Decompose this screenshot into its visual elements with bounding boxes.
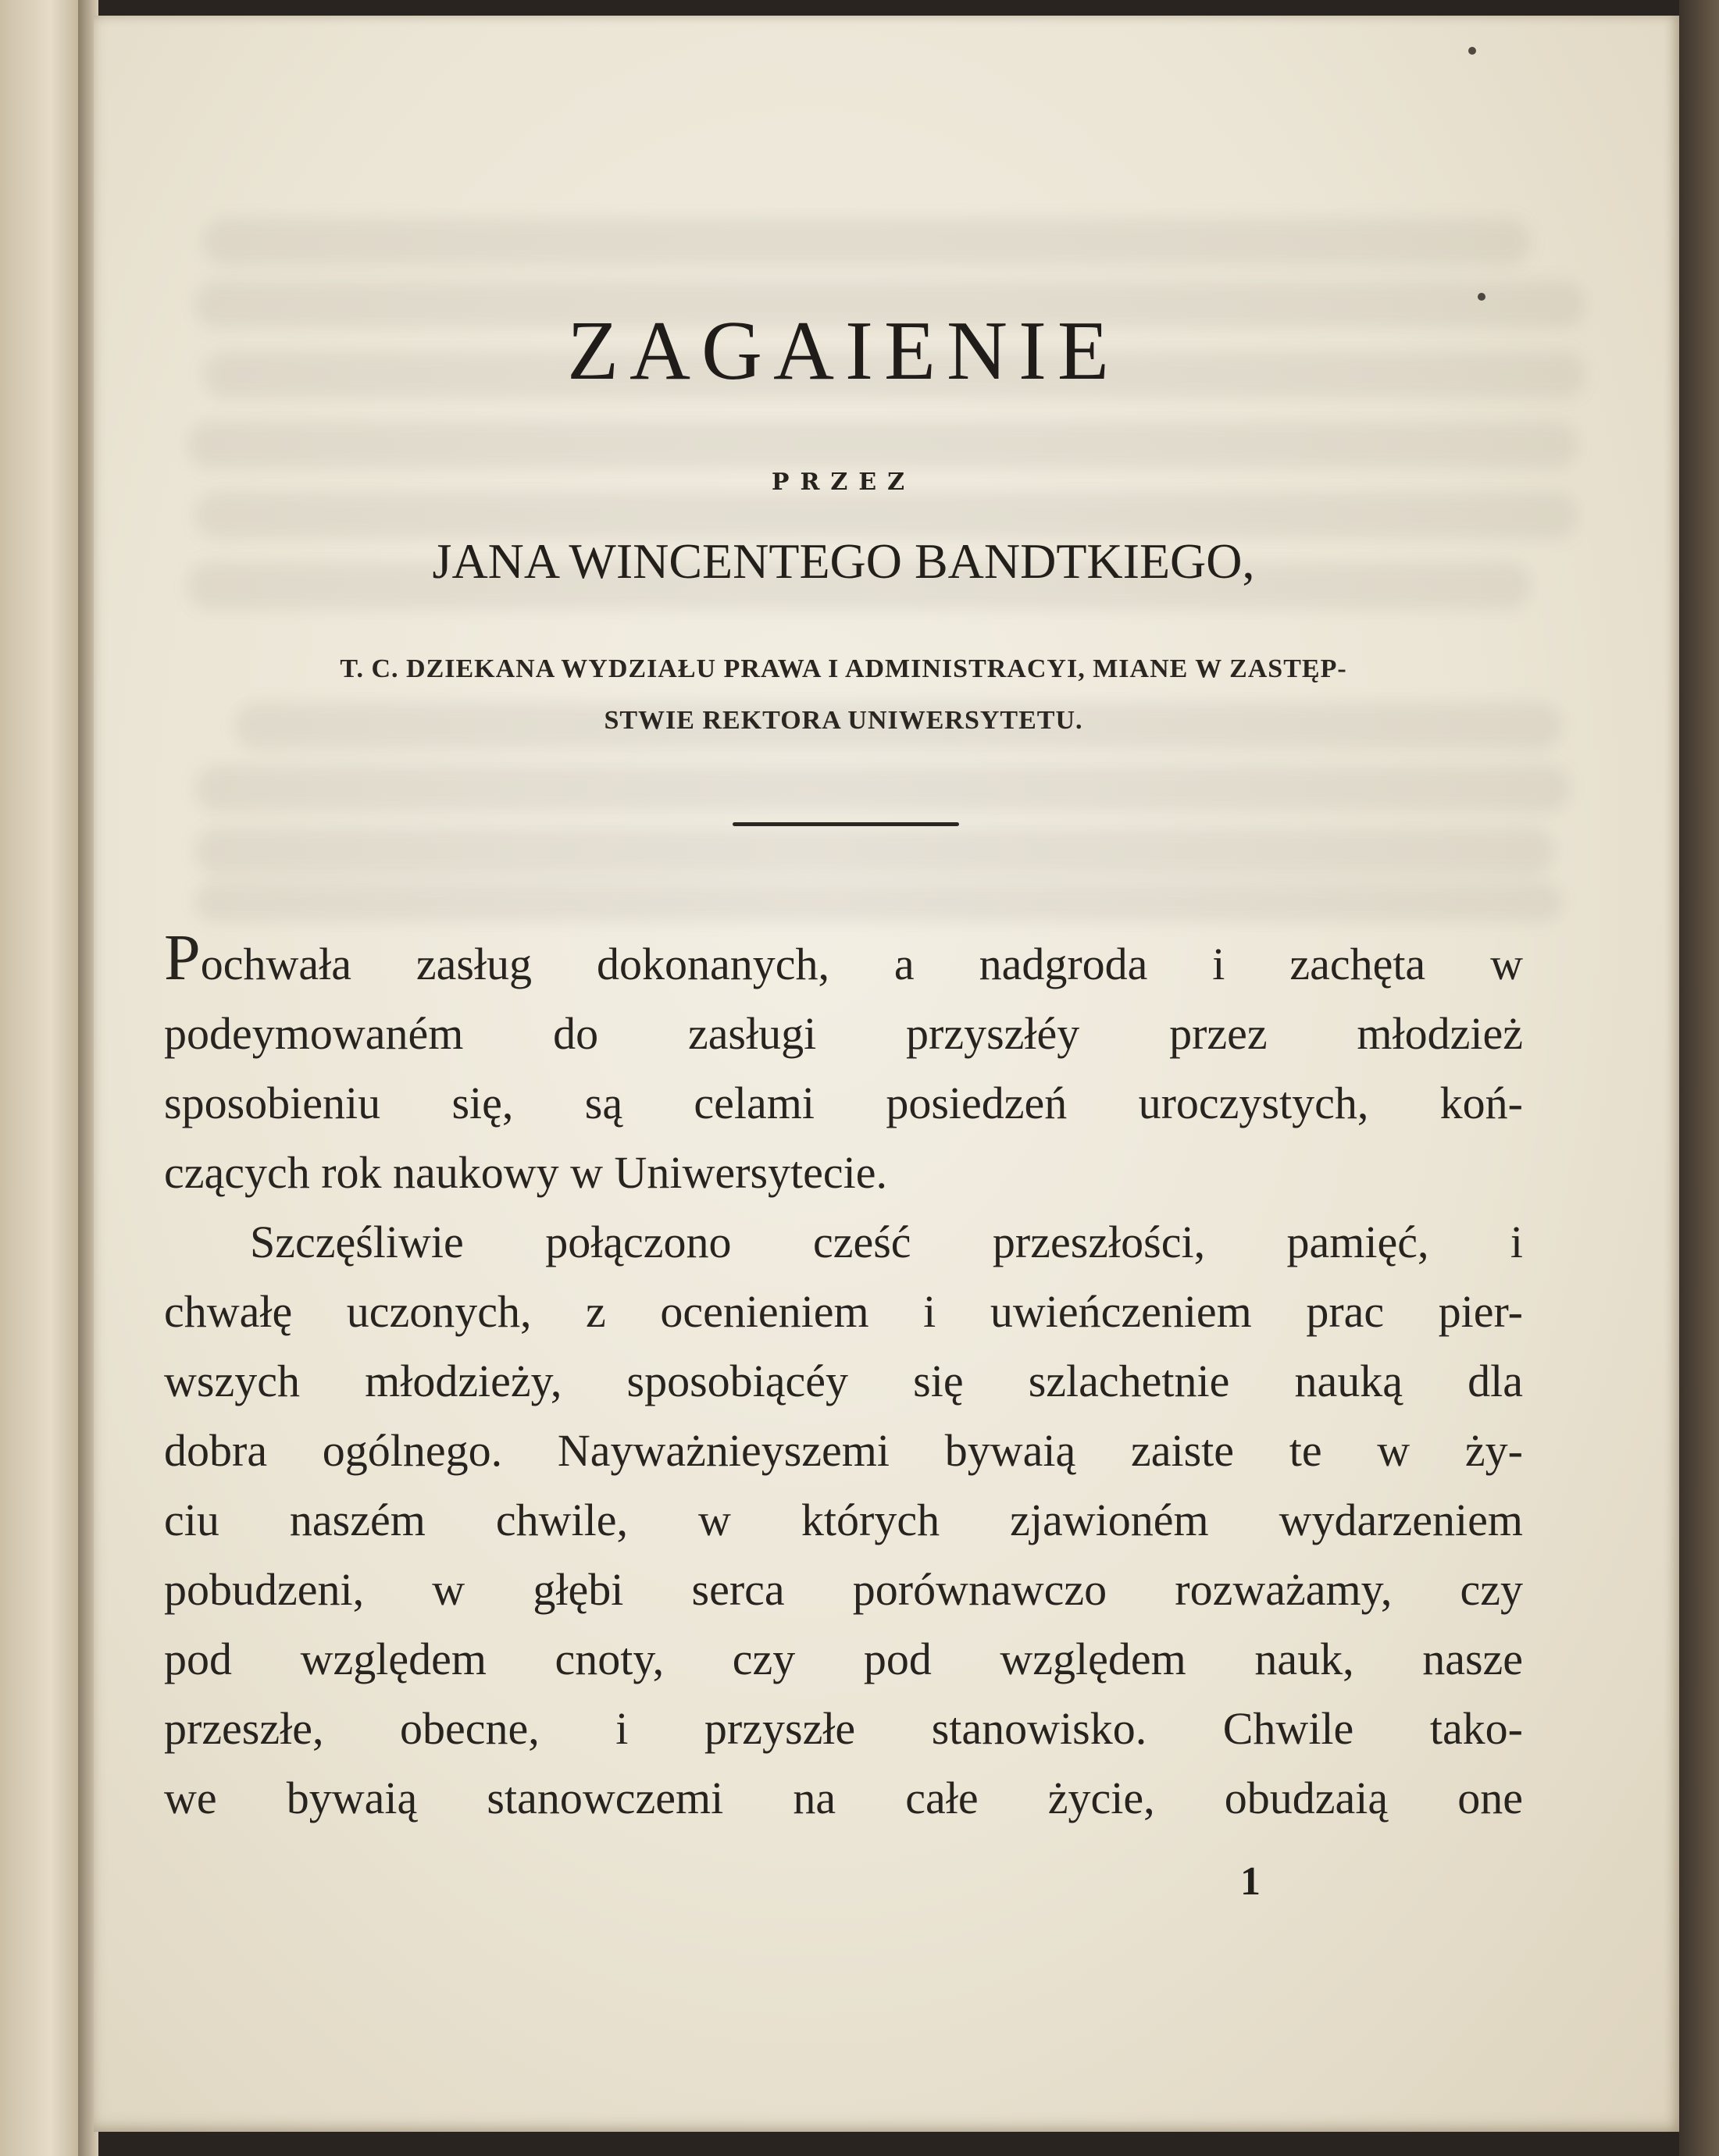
left-page-edge: [0, 0, 84, 2156]
author-role-line-1: T. C. DZIEKANA WYDZIAŁU PRAWA I ADMINISTRACYI, MIANE W ZASTĘP-: [340, 654, 1347, 683]
text-line: chwałę uczonych, z ocenieniem i uwieńczeniem prac pier-: [164, 1286, 1523, 1337]
text-line: pobudzeni, w głębi serca porównawczo rozważamy, czy: [164, 1564, 1523, 1615]
right-page-edge: [1679, 0, 1719, 2156]
text-line: przeszłe, obecne, i przyszłe stanowisko. Chwile tako-: [164, 1703, 1523, 1754]
text-line: Szczęśliwie połączono cześć przeszłości, pamięć, i: [250, 1217, 1523, 1267]
page-number: 1: [1240, 1859, 1261, 1904]
text-line: podeymowaném do zasługi przyszłéy przez młodzież: [164, 1008, 1523, 1059]
drop-cap: P: [164, 929, 201, 994]
text-line: wszych młodzieży, sposobiącéy się szlachetnie nauką dla: [164, 1356, 1523, 1406]
decorative-rule: [733, 822, 959, 826]
text-line: dobra ogólnego. Nayważnieyszemi bywaią zaiste te w ży-: [164, 1425, 1523, 1476]
author-name: JANA WINCENTEGO BANDTKIEGO,: [432, 533, 1255, 589]
ink-spot: [1478, 293, 1485, 301]
text-line: czących rok naukowy w Uniwersytecie.: [164, 1147, 888, 1198]
text-line: Pochwała zasług dokonanych, a nadgroda i zachęta w: [164, 929, 1523, 999]
byline-przez: PRZEZ: [771, 469, 916, 496]
author-role-line-2: STWIE REKTORA UNIWERSYTETU.: [604, 706, 1083, 735]
ink-spot: [1468, 47, 1476, 55]
body-text: [164, 929, 1523, 1833]
text-line: we bywaią stanowczemi na całe życie, obudzaią one: [164, 1773, 1523, 1823]
text-line: sposobieniu się, są celami posiedzeń uroczystych, koń-: [164, 1078, 1523, 1128]
page-title: ZAGAIENIE: [567, 305, 1120, 397]
book-page: [94, 16, 1679, 2132]
text-line: pod względem cnoty, czy pod względem nauk, nasze: [164, 1634, 1523, 1684]
text-line: ciu naszém chwile, w których zjawioném wydarzeniem: [164, 1495, 1523, 1545]
